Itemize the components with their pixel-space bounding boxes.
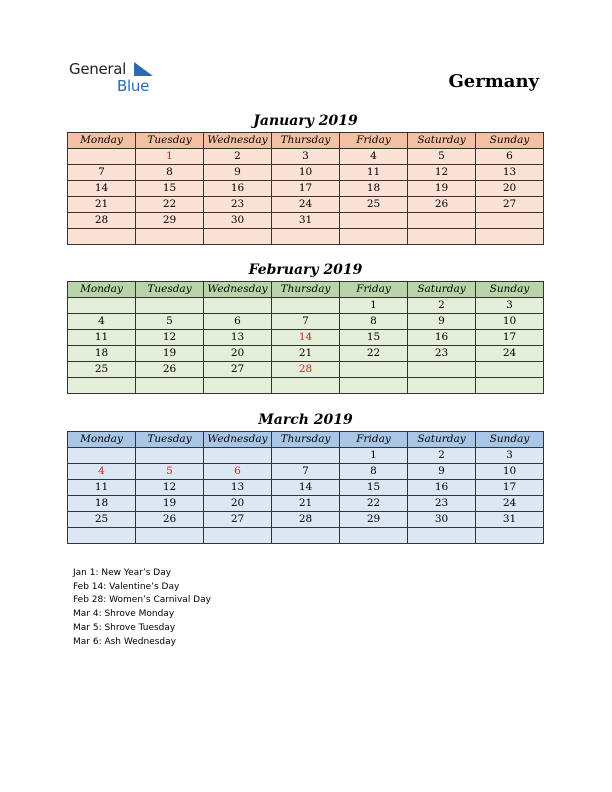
day-cell: 25	[68, 362, 136, 378]
week-row	[68, 213, 544, 229]
day-cell: 22	[136, 197, 204, 213]
empty-day-cell	[136, 298, 204, 314]
day-cell: 8	[340, 314, 408, 330]
empty-day-cell	[68, 149, 136, 165]
day-cell: 2	[408, 298, 476, 314]
day-cell: 20	[204, 496, 272, 512]
day-cell: 26	[408, 197, 476, 213]
day-cell: 21	[272, 346, 340, 362]
weekday-header: Saturday	[408, 432, 476, 448]
weekday-header: Thursday	[272, 432, 340, 448]
day-cell: 24	[476, 496, 544, 512]
day-cell: 12	[136, 330, 204, 346]
day-cell: 1	[340, 298, 408, 314]
week-row	[68, 330, 544, 346]
week-row	[68, 149, 544, 165]
day-cell: 24	[476, 346, 544, 362]
day-cell: 17	[272, 181, 340, 197]
week-row	[68, 165, 544, 181]
empty-day-cell	[272, 448, 340, 464]
day-cell: 27	[204, 512, 272, 528]
empty-day-cell	[68, 298, 136, 314]
day-cell: 26	[136, 362, 204, 378]
day-cell: 6	[204, 314, 272, 330]
weekday-header: Tuesday	[136, 133, 204, 149]
day-cell: 18	[68, 346, 136, 362]
week-row	[68, 448, 544, 464]
day-cell: 4	[340, 149, 408, 165]
day-cell: 6	[476, 149, 544, 165]
day-cell: 3	[272, 149, 340, 165]
day-cell: 12	[136, 480, 204, 496]
holiday-day-cell: 4	[68, 464, 136, 480]
day-cell: 20	[476, 181, 544, 197]
day-cell: 30	[204, 213, 272, 229]
weekday-header-row	[68, 133, 544, 149]
empty-day-cell	[136, 378, 204, 394]
holiday-day-cell: 28	[272, 362, 340, 378]
empty-day-cell	[408, 362, 476, 378]
day-cell: 31	[272, 213, 340, 229]
week-row	[68, 362, 544, 378]
logo-triangle-icon	[134, 62, 153, 76]
day-cell: 5	[136, 314, 204, 330]
day-cell: 19	[136, 346, 204, 362]
empty-day-cell	[408, 229, 476, 245]
empty-day-cell	[204, 448, 272, 464]
holiday-day-cell: 1	[136, 149, 204, 165]
day-cell: 13	[204, 330, 272, 346]
day-cell: 28	[272, 512, 340, 528]
weekday-header: Thursday	[272, 282, 340, 298]
day-cell: 14	[68, 181, 136, 197]
empty-day-cell	[204, 528, 272, 544]
day-cell: 10	[476, 464, 544, 480]
weekday-header: Saturday	[408, 133, 476, 149]
day-cell: 23	[204, 197, 272, 213]
empty-day-cell	[272, 298, 340, 314]
week-row	[68, 464, 544, 480]
day-cell: 18	[340, 181, 408, 197]
weekday-header-row	[68, 432, 544, 448]
day-cell: 25	[68, 512, 136, 528]
day-cell: 17	[476, 330, 544, 346]
weekday-header: Wednesday	[204, 133, 272, 149]
day-cell: 13	[476, 165, 544, 181]
empty-day-cell	[272, 229, 340, 245]
empty-day-cell	[68, 229, 136, 245]
holiday-note: Mar 4: Shrove Monday	[73, 609, 175, 620]
weekday-header: Tuesday	[136, 282, 204, 298]
generalblue-logo	[69, 60, 169, 96]
day-cell: 4	[68, 314, 136, 330]
day-cell: 16	[204, 181, 272, 197]
week-row	[68, 528, 544, 544]
empty-day-cell	[204, 378, 272, 394]
holiday-notes	[73, 567, 211, 649]
empty-day-cell	[476, 229, 544, 245]
country-title: Germany	[448, 71, 539, 92]
week-row	[68, 378, 544, 394]
weekday-header: Friday	[340, 133, 408, 149]
holiday-note: Feb 14: Valentine’s Day	[73, 581, 180, 592]
day-cell: 23	[408, 346, 476, 362]
weekday-header: Friday	[340, 282, 408, 298]
day-cell: 29	[340, 512, 408, 528]
empty-day-cell	[408, 213, 476, 229]
day-cell: 15	[136, 181, 204, 197]
day-cell: 7	[272, 464, 340, 480]
weekday-header: Sunday	[476, 282, 544, 298]
day-cell: 22	[340, 496, 408, 512]
day-cell: 15	[340, 330, 408, 346]
week-row	[68, 181, 544, 197]
day-cell: 18	[68, 496, 136, 512]
day-cell: 9	[408, 314, 476, 330]
day-cell: 25	[340, 197, 408, 213]
month-january	[67, 112, 544, 245]
empty-day-cell	[272, 378, 340, 394]
weekday-header: Wednesday	[204, 282, 272, 298]
holiday-day-cell: 5	[136, 464, 204, 480]
day-cell: 2	[408, 448, 476, 464]
empty-day-cell	[340, 528, 408, 544]
day-cell: 10	[272, 165, 340, 181]
empty-day-cell	[136, 528, 204, 544]
day-cell: 2	[204, 149, 272, 165]
empty-day-cell	[136, 229, 204, 245]
day-cell: 13	[204, 480, 272, 496]
calendar-table	[67, 132, 544, 245]
day-cell: 3	[476, 448, 544, 464]
day-cell: 28	[68, 213, 136, 229]
day-cell: 1	[340, 448, 408, 464]
day-cell: 27	[204, 362, 272, 378]
day-cell: 3	[476, 298, 544, 314]
day-cell: 16	[408, 480, 476, 496]
day-cell: 16	[408, 330, 476, 346]
logo-text-blue: Blue	[117, 77, 149, 95]
day-cell: 21	[272, 496, 340, 512]
day-cell: 7	[272, 314, 340, 330]
empty-day-cell	[68, 378, 136, 394]
day-cell: 26	[136, 512, 204, 528]
day-cell: 14	[272, 480, 340, 496]
empty-day-cell	[408, 528, 476, 544]
empty-day-cell	[408, 378, 476, 394]
day-cell: 9	[408, 464, 476, 480]
weekday-header: Thursday	[272, 133, 340, 149]
day-cell: 10	[476, 314, 544, 330]
day-cell: 9	[204, 165, 272, 181]
day-cell: 11	[340, 165, 408, 181]
week-row	[68, 197, 544, 213]
empty-day-cell	[68, 448, 136, 464]
month-title: February 2019	[248, 262, 363, 278]
month-march	[67, 411, 544, 544]
empty-day-cell	[476, 213, 544, 229]
empty-day-cell	[204, 298, 272, 314]
month-title: March 2019	[258, 412, 353, 428]
weekday-header: Sunday	[476, 432, 544, 448]
weekday-header: Friday	[340, 432, 408, 448]
week-row	[68, 314, 544, 330]
day-cell: 30	[408, 512, 476, 528]
weekday-header: Sunday	[476, 133, 544, 149]
empty-day-cell	[204, 229, 272, 245]
week-row	[68, 512, 544, 528]
empty-day-cell	[476, 362, 544, 378]
day-cell: 19	[136, 496, 204, 512]
calendar-table	[67, 431, 544, 544]
weekday-header: Saturday	[408, 282, 476, 298]
day-cell: 8	[136, 165, 204, 181]
holiday-note: Mar 5: Shrove Tuesday	[73, 622, 176, 633]
day-cell: 22	[340, 346, 408, 362]
empty-day-cell	[340, 378, 408, 394]
day-cell: 12	[408, 165, 476, 181]
week-row	[68, 480, 544, 496]
day-cell: 5	[408, 149, 476, 165]
day-cell: 23	[408, 496, 476, 512]
weekday-header: Monday	[68, 282, 136, 298]
weekday-header: Monday	[68, 133, 136, 149]
day-cell: 21	[68, 197, 136, 213]
empty-day-cell	[136, 448, 204, 464]
holiday-note: Feb 28: Women’s Carnival Day	[73, 595, 211, 606]
day-cell: 24	[272, 197, 340, 213]
day-cell: 20	[204, 346, 272, 362]
empty-day-cell	[476, 528, 544, 544]
logo-text-general: General	[69, 60, 127, 78]
day-cell: 11	[68, 330, 136, 346]
calendar-table	[67, 281, 544, 394]
day-cell: 29	[136, 213, 204, 229]
holiday-note: Mar 6: Ash Wednesday	[73, 636, 176, 647]
holiday-day-cell: 6	[204, 464, 272, 480]
week-row	[68, 496, 544, 512]
week-row	[68, 346, 544, 362]
day-cell: 27	[476, 197, 544, 213]
weekday-header: Wednesday	[204, 432, 272, 448]
holiday-note: Jan 1: New Year’s Day	[73, 568, 172, 578]
empty-day-cell	[340, 362, 408, 378]
week-row	[68, 298, 544, 314]
day-cell: 7	[68, 165, 136, 181]
day-cell: 8	[340, 464, 408, 480]
day-cell: 17	[476, 480, 544, 496]
weekday-header: Monday	[68, 432, 136, 448]
empty-day-cell	[340, 229, 408, 245]
week-row	[68, 229, 544, 245]
empty-day-cell	[476, 378, 544, 394]
day-cell: 31	[476, 512, 544, 528]
month-february	[67, 261, 544, 394]
empty-day-cell	[68, 528, 136, 544]
empty-day-cell	[272, 528, 340, 544]
day-cell: 11	[68, 480, 136, 496]
day-cell: 19	[408, 181, 476, 197]
month-title: January 2019	[253, 113, 358, 129]
empty-day-cell	[340, 213, 408, 229]
holiday-day-cell: 14	[272, 330, 340, 346]
day-cell: 15	[340, 480, 408, 496]
weekday-header-row	[68, 282, 544, 298]
weekday-header: Tuesday	[136, 432, 204, 448]
